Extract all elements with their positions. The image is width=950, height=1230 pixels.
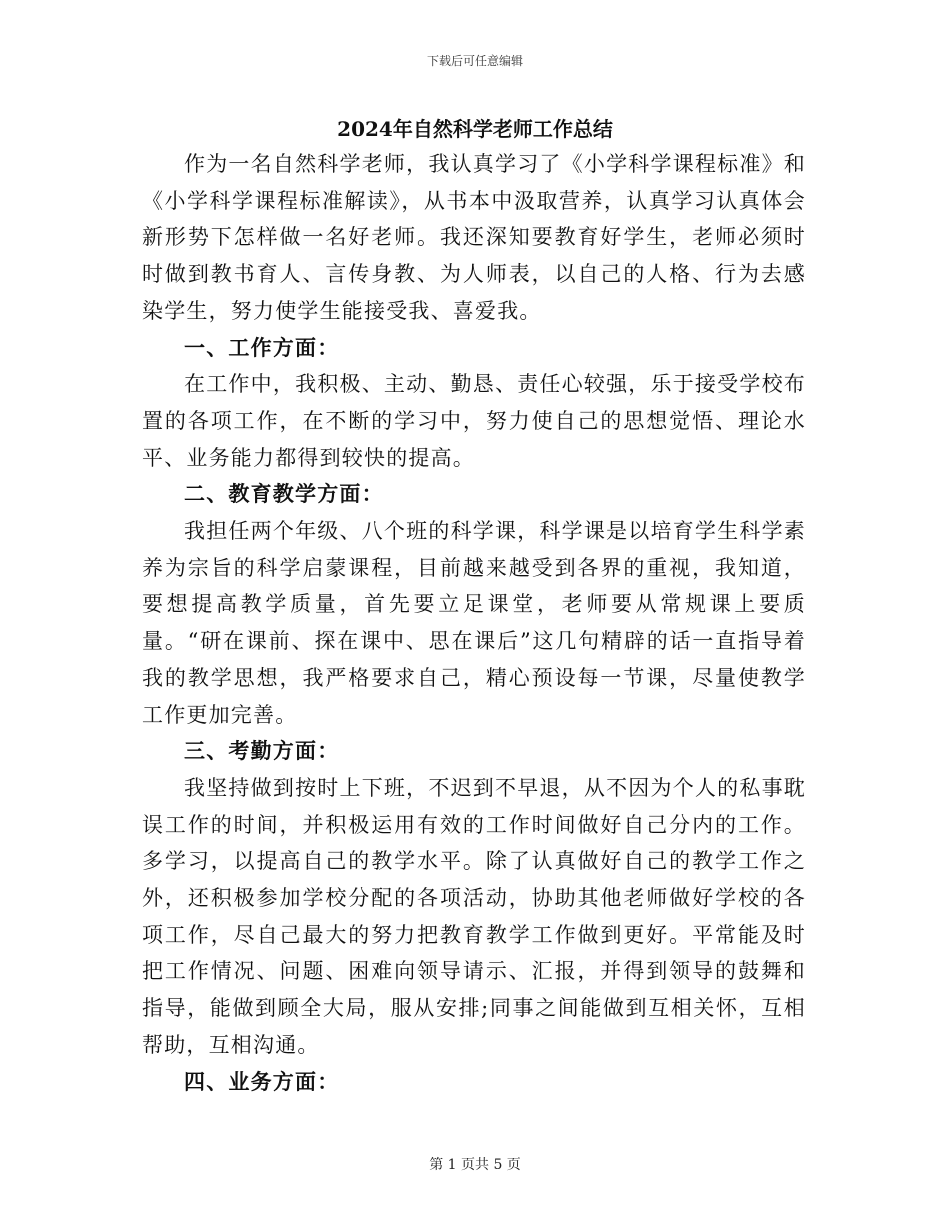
- section-heading-attendance: 三、考勤方面：: [184, 738, 340, 764]
- section-body-attendance: 我坚持做到按时上下班，不迟到不早退，从不因为个人的私事耽误工作的时间，并积极运用有效的工作时间做好自己分内的工作。多学习，以提高自己的教学水平。除了认真做好自己的教学工作之外，还积极参加学校分配的各项活动，协助其他老师做好学校的各项工作，尽自己最大的努力把教育教学工作做到更好。平常能及时把工作情况、问题、困难向领导请示、汇报，并得到领导的鼓舞和指导，能做到顾全大局，服从安排;同事之间能做到互相关怀，互相帮助，互相沟通。: [142, 775, 806, 1057]
- section-heading-work: 一、工作方面：: [184, 334, 340, 360]
- section-heading-teaching: 二、教育教学方面：: [184, 481, 384, 507]
- section-body-work: 在工作中，我积极、主动、勤恳、责任心较强，乐于接受学校布置的各项工作，在不断的学习中，努力使自己的思想觉悟、理论水平、业务能力都得到较快的提高。: [142, 372, 806, 470]
- header-note: 下载后可任意编辑: [426, 54, 523, 68]
- page-number-footer: 第 1 页共 5 页: [429, 1157, 521, 1173]
- document-title: 2024年自然科学老师工作总结: [337, 117, 613, 141]
- section-heading-business: 四、业务方面：: [184, 1068, 340, 1094]
- section-body-teaching: 我担任两个年级、八个班的科学课，科学课是以培育学生科学素养为宗旨的科学启蒙课程，目前越来越受到各界的重视，我知道，要想提高教学质量，首先要立足课堂，老师要从常规课上要质量。“研在课前、探在课中、思在课后”这几句精辟的话一直指导着我的教学思想，我严格要求自己，精心预设每一节课，尽量使教学工作更加完善。: [142, 519, 806, 727]
- intro-paragraph: 作为一名自然科学老师，我认真学习了《小学科学课程标准》和《小学科学课程标准解读》，从书本中汲取营养，认真学习认真体会新形势下怎样做一名好老师。我还深知要教育好学生，老师必须时时做到教书育人、言传身教、为人师表，以自己的人格、行为去感染学生，努力使学生能接受我、喜爱我。: [142, 152, 806, 323]
- document-body: [142, 146, 806, 1100]
